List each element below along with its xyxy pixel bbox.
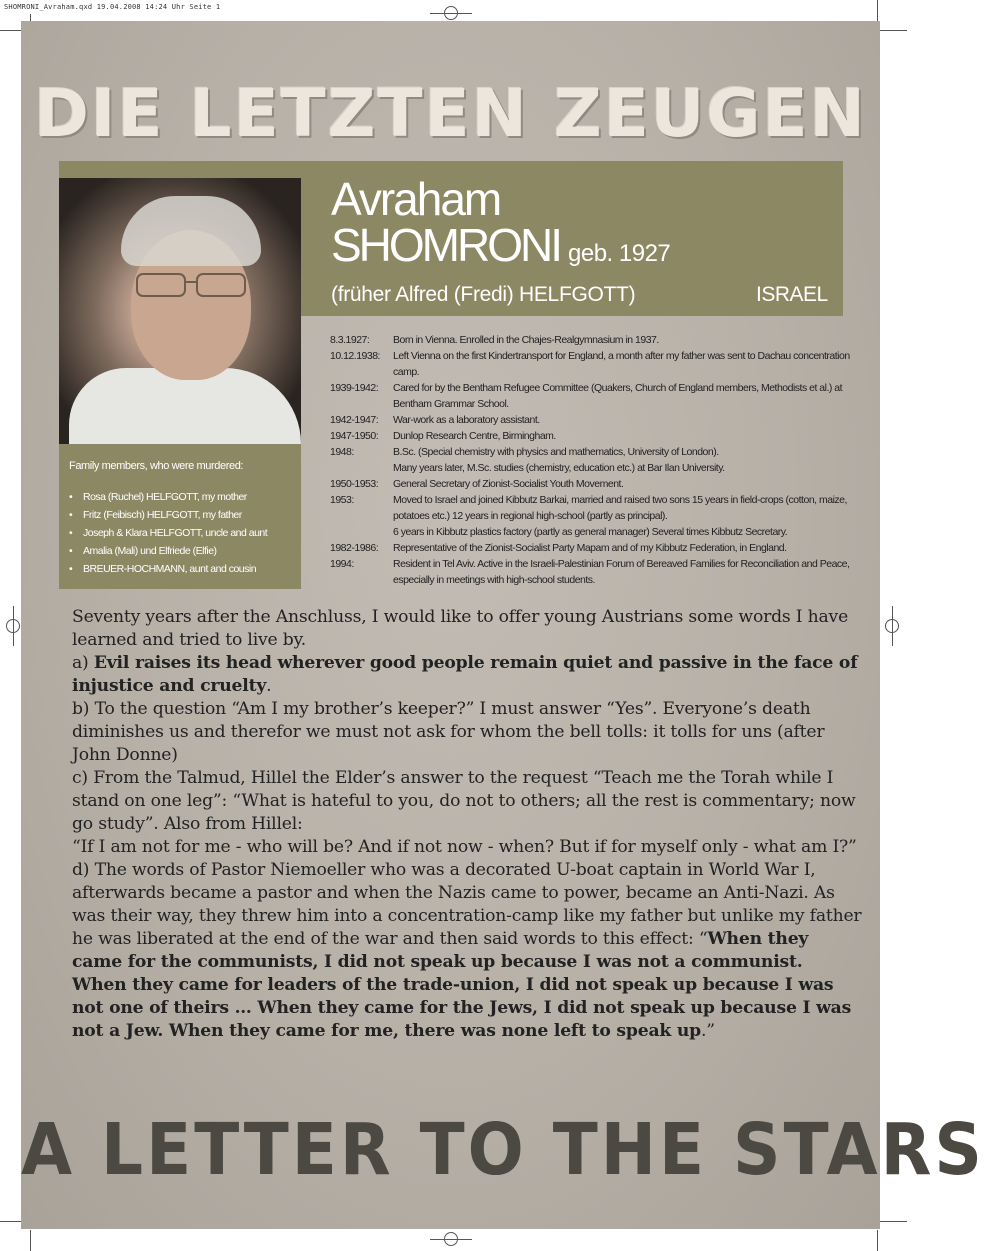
- family-member: • BREUER-HOCHMANN, aunt and cousin: [69, 560, 291, 578]
- portrait-photo: [59, 178, 301, 444]
- crop-mark: [0, 1221, 22, 1222]
- letter-intro: Seventy years after the Anschluss, I would like to offer young Austrians some words I have learned and tried to live by.: [72, 607, 849, 650]
- bio-entry: 8.3.1927: Born in Vienna. Enrolled in the Chajes-Realgymnasium in 1937.: [330, 334, 659, 346]
- former-name: (früher Alfred (Fredi) HELFGOTT): [331, 283, 636, 306]
- family-member: • Amalia (Mali) und Elfriede (Elfie): [69, 542, 291, 560]
- crop-mark: [13, 606, 14, 646]
- family-list: [69, 488, 291, 578]
- bio-entry: 1950-1953: General Secretary of Zionist-Socialist Youth Movement.: [330, 478, 624, 490]
- crop-mark: [430, 1239, 472, 1240]
- crop-mark: [0, 30, 22, 31]
- bio-entry: 1942-1947: War-work as a laboratory assistant.: [330, 414, 540, 426]
- name-block: [331, 173, 671, 271]
- bio-entry: 1948: B.Sc. (Special chemistry with physics and mathematics, University of London).: [330, 446, 719, 458]
- letter-point-b: b) To the question “Am I my brother’s keeper?” I must answer “Yes”. Everyone’s death diminishes us and therefor we must not ask for whom the bell tolls: it tolls for uns (after John Donne): [72, 699, 825, 765]
- letter-point-c: c) From the Talmud, Hillel the Elder’s answer to the request “Teach me the Torah while I stand on one leg”: “What is hateful to you, do not to others; all the rest is commentary; now go study”. Also from Hillel:: [72, 768, 856, 834]
- bio-entry: Many years later, M.Sc. studies (chemistry, education etc.) at Bar Ilan University.: [393, 462, 725, 474]
- bio-entry: 1953: Moved to Israel and joined Kibbutz Barkai, married and raised two sons 15 years in field-crops (cotton, maize, potatoes etc.) 12 years in regional high-school (partly as principal).: [330, 494, 847, 522]
- crop-mark: [877, 1230, 878, 1251]
- bio-entry: 1994: Resident in Tel Aviv. Active in the Israeli-Palestinian Forum of Bereaved Families for Reconciliation and Peace, especially in meetings with high-school students.: [330, 558, 850, 586]
- bio-entry: 1982-1986: Representative of the Zionist-Socialist Party Mapam and of my Kibbutz Federation, in England.: [330, 542, 787, 554]
- family-title: Family members, who were murdered:: [69, 460, 244, 472]
- print-slug: SHOMRONI_Avraham.qxd 19.04.2008 14:24 Uhr Seite 1: [4, 3, 221, 11]
- first-name: Avraham: [331, 173, 501, 225]
- family-member: • Fritz (Feibisch) HELFGOTT, my father: [69, 506, 291, 524]
- crop-mark: [430, 13, 472, 14]
- last-name: SHOMRONI: [331, 219, 560, 271]
- bio-entry: 10.12.1938: Left Vienna on the first Kindertransport for England, a month after my father was sent to Dachau concentration camp.: [330, 350, 850, 378]
- footer-title: A LETTER TO THE STARS: [21, 1107, 985, 1192]
- family-member: • Rosa (Ruchel) HELFGOTT, my mother: [69, 488, 291, 506]
- page: [21, 21, 985, 1229]
- country: ISRAEL: [756, 283, 828, 306]
- crop-mark: [880, 1221, 907, 1222]
- crop-mark: [880, 30, 907, 31]
- birth-year: geb. 1927: [568, 240, 671, 267]
- bio-entry: 6 years in Kibbutz plastics factory (partly as general manager) Several times Kibbutz Secretary.: [393, 526, 788, 538]
- crop-mark: [877, 0, 878, 22]
- letter-point-c-quote: “If I am not for me - who will be? And if not now - when? But if for myself only - what am I?”: [72, 837, 857, 857]
- letter-point-d: d) The words of Pastor Niemoeller who was a decorated U-boat captain in World War I, afterwards became a pastor and when the Nazis came to power, became an Anti-Nazi. As was their way, they threw him into a concentration-camp like my father but unlike my father he was liberated at the end of the war and then said words to this effect: “When they came for the communists, I did not speak up because I was not a communist. When they came for leaders of the trade-union, I did not speak up because I was not one of theirs … When they came for the Jews, I did not speak up because I was not a Jew. When they came for me, there was none left to speak up.”: [72, 860, 862, 1041]
- bio-entry: 1939-1942: Cared for by the Bentham Refugee Committee (Quakers, Church of England members, Methodists et al.) at Bentham Grammar School.: [330, 382, 843, 410]
- letter-point-a: a) Evil raises its head wherever good people remain quiet and passive in the face of injustice and cruelty.: [72, 653, 858, 696]
- bio-entry: 1947-1950: Dunlop Research Centre, Birmingham.: [330, 430, 556, 442]
- crop-mark: [30, 1230, 31, 1251]
- series-title: DIE LETZTEN ZEUGEN: [34, 75, 867, 152]
- glasses-shape: [129, 270, 259, 300]
- biography: [330, 332, 850, 588]
- letter-body: [72, 606, 862, 1043]
- family-member: • Joseph & Klara HELFGOTT, uncle and aunt: [69, 524, 291, 542]
- family-box: [59, 444, 301, 589]
- crop-mark: [892, 606, 893, 646]
